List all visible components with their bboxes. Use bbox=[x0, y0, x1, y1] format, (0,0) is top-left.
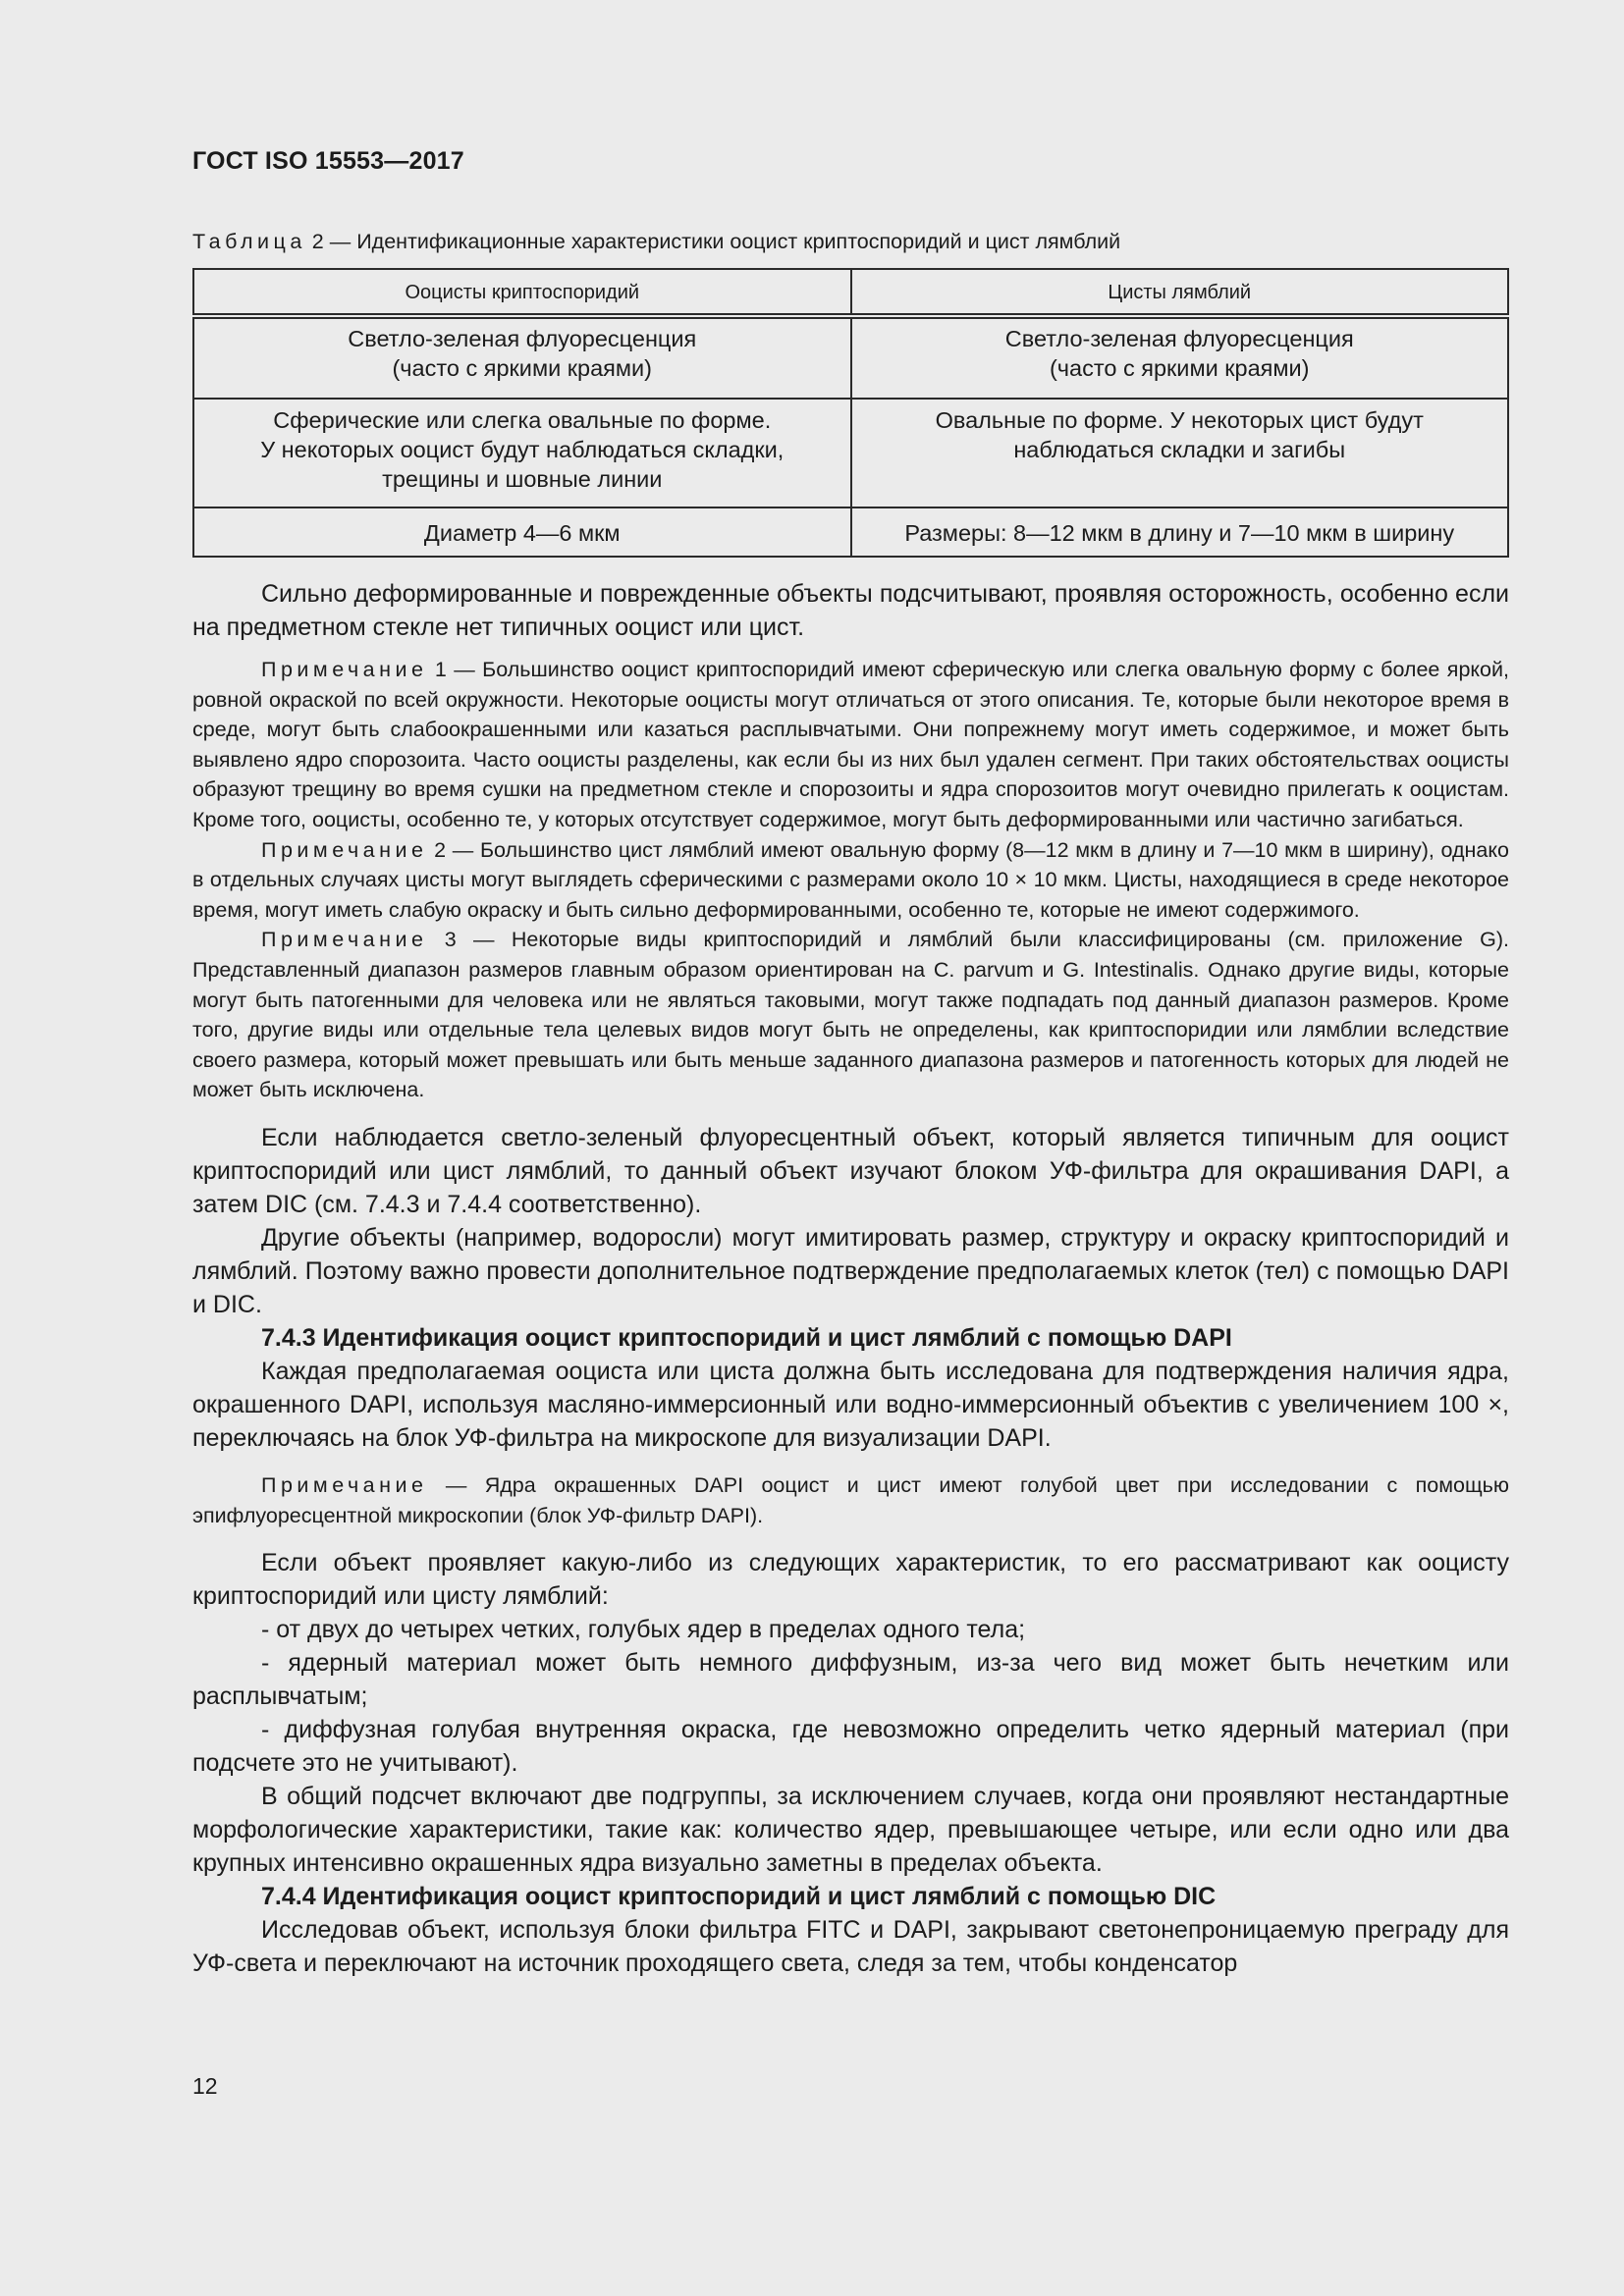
note-3 bbox=[192, 925, 1509, 1105]
note-label: Примечание bbox=[261, 1472, 428, 1497]
list-item: - ядерный материал может быть немного диффузным, из-за чего вид может быть нечетким или расплывчатым; bbox=[192, 1649, 1509, 1711]
table-header-oocysts: Ооцисты криптоспоридий bbox=[193, 269, 851, 316]
paragraph: Сильно деформированные и поврежденные объекты подсчитывают, проявляя осторожность, особенно если на предметном стекле нет типичных ооцист или цист. bbox=[192, 580, 1509, 641]
note-label: Примечание bbox=[261, 658, 428, 681]
cell-line: наблюдаться складки и загибы bbox=[1013, 437, 1346, 462]
table-caption bbox=[192, 228, 1508, 255]
cell-line: Диаметр 4—6 мкм bbox=[423, 520, 621, 546]
cell-line: (часто с яркими краями) bbox=[392, 355, 653, 381]
note-label: Примечание bbox=[261, 837, 428, 862]
cell-line: Светло-зеленая флуоресценция bbox=[1004, 326, 1354, 351]
cell-line: трещины и шовные линии bbox=[382, 466, 663, 492]
paragraph: В общий подсчет включают две подгруппы, за исключением случаев, когда они проявляют нестандартные морфологические характеристики, такие как: количество ядер, превышающее четыре, или если одно или два крупных интенсивно окрашенных ядра визуально заметны в пределах объекта. bbox=[192, 1783, 1509, 1878]
document-body bbox=[192, 577, 1509, 1980]
paragraph: Если наблюдается светло-зеленый флуоресцентный объект, который является типичным для ооцист криптоспоридий или цист лямблий, то данный объект изучают блоком УФ-фильтра для окрашивания DAPI, а затем DIC (см. 7.4.3 и 7.4.4 соответственно). bbox=[192, 1123, 1509, 1218]
identification-table bbox=[192, 268, 1509, 558]
section-heading-7-4-4: 7.4.4 Идентификация ооцист криптоспоридий и цист лямблий с помощью DIC bbox=[261, 1883, 1217, 1911]
list-item: - диффузная голубая внутренняя окраска, где невозможно определить четко ядерный материал (при подсчете это не учитывают). bbox=[192, 1716, 1509, 1778]
table-row bbox=[193, 507, 1508, 557]
cell-line: Сферические или слегка овальные по форме. bbox=[273, 407, 772, 433]
table-row bbox=[193, 316, 1508, 399]
table-header-cysts: Цисты лямблий bbox=[851, 269, 1509, 316]
page-number: 12 bbox=[192, 2073, 218, 2099]
table-row bbox=[193, 399, 1508, 507]
table-cell bbox=[193, 316, 851, 399]
cell-line: У некоторых ооцист будут наблюдаться складки, bbox=[260, 437, 785, 462]
note-text: 2 — Большинство цист лямблий имеют овальную форму (8—12 мкм в длину и 7—10 мкм в ширину), однако в отдельных случаях цисты могут выглядеть сферическими с размерами около 10 × 10 мкм. Цисты, находящиеся в среде некоторое время, могут иметь слабую окраску и быть сильно деформированными, особенно те, которые не имеют содержимого. bbox=[192, 837, 1509, 922]
table-caption-label: Таблица bbox=[192, 230, 306, 253]
paragraph: Другие объекты (например, водоросли) могут имитировать размер, структуру и окраску криптоспоридий и лямблий. Поэтому важно провести дополнительное подтверждение предполагаемых клеток (тел) с помощью DAPI и DIC. bbox=[192, 1223, 1509, 1318]
cell-line: Размеры: 8—12 мкм в длину и 7—10 мкм в ширину bbox=[904, 520, 1455, 546]
table-cell bbox=[851, 316, 1509, 399]
section-heading-7-4-3: 7.4.3 Идентификация ооцист криптоспоридий и цист лямблий с помощью DAPI bbox=[261, 1323, 1232, 1352]
note-text: — Ядра окрашенных DAPI ооцист и цист имеют голубой цвет при исследовании с помощью эпифлуоресцентной микроскопии (блок УФ-фильтр DAPI). bbox=[192, 1472, 1509, 1527]
cell-line: Овальные по форме. У некоторых цист будут bbox=[935, 407, 1424, 433]
paragraph: Исследовав объект, используя блоки фильтра FITC и DAPI, закрывают светонепроницаемую преграду для УФ-света и переключают на источник проходящего света, следя за тем, чтобы конденсатор bbox=[192, 1916, 1509, 1978]
table-cell bbox=[851, 507, 1509, 557]
note-text: 1 — Большинство ооцист криптоспоридий имеют сферическую или слегка овальную форму с более яркой, ровной окраской по всей окружности. Некоторые ооцисты могут отличаться от этого описания. Те, которые были некоторое время в среде, могут быть слабоокрашенными или казаться расплывчатыми. Они попрежнему могут иметь содержимое, и может быть выявлено ядро спорозоита. Часто ооцисты разделены, как если бы из них был удален сегмент. При таких обстоятельствах ооцисты образуют трещину во время сушки на предметном стекле и спорозоиты и ядра спорозоитов могут очевидно прилегать к ооцистам. Кроме того, ооцисты, особенно те, у которых отсутствует содержимое, могут быть деформированными или частично загибаться. bbox=[192, 658, 1509, 831]
paragraph: Каждая предполагаемая ооциста или циста должна быть исследована для подтверждения наличия ядра, окрашенного DAPI, используя масляно-иммерсионный или водно-иммерсионный объектив с увеличением 100 ×, переключаясь на блок УФ-фильтра на микроскопе для визуализации DAPI. bbox=[192, 1357, 1509, 1452]
cell-line: Светло-зеленая флуоресценция bbox=[348, 326, 697, 351]
note-2 bbox=[192, 835, 1509, 926]
note-label: Примечание bbox=[261, 928, 428, 952]
note-1 bbox=[192, 655, 1509, 835]
table-caption-text: 2 — Идентификационные характеристики ооцист криптоспоридий и цист лямблий bbox=[305, 230, 1121, 253]
table-cell bbox=[193, 399, 851, 507]
table-cell bbox=[851, 399, 1509, 507]
note-4 bbox=[192, 1470, 1509, 1530]
table-cell bbox=[193, 507, 851, 557]
note-text: 3 — Некоторые виды криптоспоридий и лямблий были классифицированы (см. приложение G). Представленный диапазон размеров главным образом ориентирован на C. parvum и G. Intestinalis. Однако другие виды, которые могут быть патогенными для человека или не являться таковыми, могут также подпадать под данный диапазон размеров. Кроме того, другие виды или отдельные тела целевых видов могут быть не определены, как криптоспоридии или лямблии вследствие своего размера, который может превышать или быть меньше заданного диапазона размеров и патогенность которых для людей не может быть исключена. bbox=[192, 928, 1509, 1102]
cell-line: (часто с яркими краями) bbox=[1049, 355, 1310, 381]
document-code: ГОСТ ISO 15553—2017 bbox=[192, 147, 464, 175]
list-item: - от двух до четырех четких, голубых ядер в пределах одного тела; bbox=[261, 1616, 1026, 1644]
table-header-row bbox=[193, 269, 1508, 316]
paragraph: Если объект проявляет какую-либо из следующих характеристик, то его рассматривают как ооцисту криптоспоридий или цисту лямблий: bbox=[192, 1549, 1509, 1611]
